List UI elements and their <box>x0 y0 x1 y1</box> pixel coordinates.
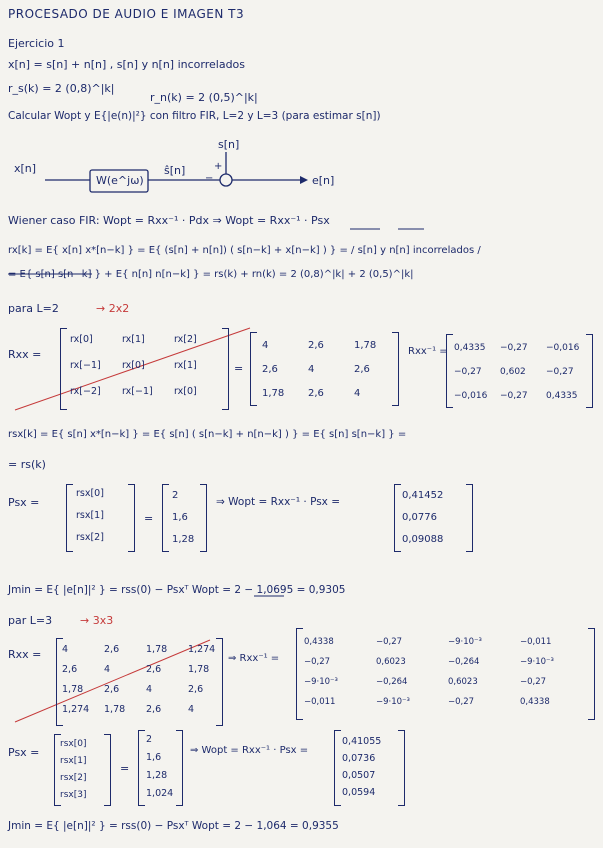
matrix-cell: 1,274 <box>62 704 90 715</box>
l2-note: → 2x2 <box>96 302 130 315</box>
matrix-cell: −0,27 <box>520 677 547 687</box>
matrix-cell: rx[0] <box>174 386 197 397</box>
matrix-cell: 2,6 <box>104 684 120 695</box>
l3-note: → 3x3 <box>80 614 114 627</box>
diagram-shat-label: ŝ[n] <box>164 164 186 177</box>
matrix-bracket-left <box>138 730 145 806</box>
matrix-cell: rx[−2] <box>70 386 101 397</box>
matrix-bracket-left <box>250 332 257 406</box>
diagram-plus: + <box>214 161 223 172</box>
matrix-cell: 1,78 <box>262 388 285 399</box>
matrix-bracket-right <box>200 484 207 552</box>
matrix-cell: 1,78 <box>146 644 168 655</box>
rsx-derivation-2: = rs(k) <box>8 458 46 471</box>
vector-cell: 0,41452 <box>402 490 444 501</box>
diagram-x-label: x[n] <box>14 162 37 175</box>
matrix-cell: 4 <box>188 704 195 715</box>
task-statement: Calcular Wopt y E{|e(n)|²} con filtro FIR, L=2 y L=3 (para estimar s[n]) <box>8 110 381 122</box>
equals-sign: = <box>144 512 154 525</box>
matrix-bracket-left <box>446 334 453 408</box>
matrix-cell: rx[2] <box>174 334 197 345</box>
matrix-cell: 1,78 <box>354 340 377 351</box>
matrix-cell: 1,78 <box>188 664 210 675</box>
matrix-cell: −9·10⁻³ <box>376 697 410 707</box>
psx-label: Psx = <box>8 496 40 509</box>
matrix-bracket-left <box>60 328 67 410</box>
matrix-cell: rx[0] <box>70 334 93 345</box>
matrix-bracket-left <box>162 484 169 552</box>
matrix-cell: 2,6 <box>308 340 324 351</box>
matrix-bracket-left <box>394 484 401 552</box>
rx-derivation-2: = E{ s[n] s[n−k] } + E{ n[n] n[n−k] } = rs(k) + rn(k) = 2 (0,8)^|k| + 2 (0,5)^|k| <box>8 269 414 280</box>
vector-cell: 1,28 <box>172 534 195 545</box>
matrix-bracket-right <box>586 334 593 408</box>
matrix-cell: rx[−1] <box>122 386 153 397</box>
matrix-cell: rx[1] <box>174 360 197 371</box>
matrix-cell: −0,27 <box>546 367 574 377</box>
rsx-derivation-1: rsx[k] = E{ s[n] x*[n−k] } = E{ s[n] ( s[n−k] + n[n−k] ) } = E{ s[n] s[n−k] } = <box>8 429 407 440</box>
vector-cell: 1,28 <box>146 770 168 781</box>
vector-cell: 1,024 <box>146 788 174 799</box>
matrix-cell: −0,016 <box>546 343 580 353</box>
matrix-cell: 4 <box>308 364 315 375</box>
vector-cell: 0,0776 <box>402 512 437 523</box>
vector-cell: 1,6 <box>172 512 188 523</box>
matrix-cell: 2,6 <box>354 364 370 375</box>
matrix-bracket-left <box>296 628 303 720</box>
l2-label: para L=2 <box>8 302 59 315</box>
matrix-bracket-right <box>222 328 229 410</box>
vector-cell: rsx[0] <box>60 739 87 749</box>
vector-cell: rsx[2] <box>76 532 104 543</box>
vector-cell: rsx[3] <box>60 790 87 800</box>
matrix-cell: −0,264 <box>376 677 408 687</box>
matrix-cell: −0,27 <box>376 637 403 647</box>
psx-label: Psx = <box>8 746 40 759</box>
matrix-bracket-right <box>176 730 183 806</box>
vector-cell: 0,41055 <box>342 736 382 747</box>
matrix-cell: −0,011 <box>304 697 336 707</box>
matrix-cell: 4 <box>62 644 69 655</box>
matrix-cell: −0,27 <box>454 367 482 377</box>
signal-definition: x[n] = s[n] + n[n] , s[n] y n[n] incorrelados <box>8 58 246 71</box>
rn-definition: r_n(k) = 2 (0,5)^|k| <box>150 91 258 104</box>
matrix-cell: 2,6 <box>62 664 78 675</box>
rs-definition: r_s(k) = 2 (0,8)^|k| <box>8 82 115 95</box>
wiener-formula: Wiener caso FIR: Wopt = Rxx⁻¹ · Pdx ⇒ Wopt = Rxx⁻¹ · Psx <box>8 214 330 227</box>
rx-derivation-1: rx[k] = E{ x[n] x*[n−k] } = E{ (s[n] + n[n]) ( s[n−k] + x[n−k] ) } = / s[n] y n[n] incorrelados / <box>8 245 481 256</box>
matrix-bracket-right <box>104 734 111 806</box>
equals-sign: = <box>234 362 244 375</box>
matrix-cell: −0,27 <box>304 657 331 667</box>
rxx2-inverse-label: Rxx⁻¹ = <box>408 346 448 357</box>
matrix-cell: 0,4335 <box>454 343 486 353</box>
jmin-l3: Jmin = E{ |e[n]|² } = rss(0) − Psxᵀ Wopt = 2 − 1,064 = 0,9355 <box>8 820 339 832</box>
matrix-cell: −0,264 <box>448 657 480 667</box>
matrix-cell: 4 <box>104 664 111 675</box>
vector-cell: 0,09088 <box>402 534 444 545</box>
rxx-label: Rxx = <box>8 648 42 661</box>
matrix-cell: 0,6023 <box>448 677 478 687</box>
matrix-bracket-right <box>216 638 223 726</box>
matrix-cell: −0,016 <box>454 391 488 401</box>
matrix-cell: rx[0] <box>122 360 145 371</box>
vector-cell: rsx[1] <box>60 756 87 766</box>
l3-label: par L=3 <box>8 614 53 627</box>
matrix-cell: 0,4338 <box>304 637 334 647</box>
vector-cell: rsx[1] <box>76 510 104 521</box>
matrix-cell: 0,4335 <box>546 391 578 401</box>
matrix-cell: 0,602 <box>500 367 526 377</box>
matrix-cell: 0,4338 <box>520 697 550 707</box>
matrix-cell: −9·10⁻³ <box>448 637 482 647</box>
matrix-bracket-left <box>334 730 341 806</box>
vector-cell: 0,0594 <box>342 787 376 798</box>
equals-sign: = <box>120 762 130 775</box>
matrix-bracket-left <box>66 484 73 552</box>
matrix-cell: 4 <box>354 388 361 399</box>
exercise-heading: Ejercicio 1 <box>8 37 65 50</box>
matrix-cell: 2,6 <box>188 684 204 695</box>
matrix-cell: rx[−1] <box>70 360 101 371</box>
matrix-cell: 1,78 <box>62 684 84 695</box>
vector-cell: rsx[2] <box>60 773 87 783</box>
wopt2-label: ⇒ Wopt = Rxx⁻¹ · Psx = <box>216 496 341 508</box>
matrix-bracket-right <box>128 484 135 552</box>
matrix-cell: 4 <box>262 340 269 351</box>
matrix-cell: −0,27 <box>500 391 528 401</box>
matrix-cell: 0,6023 <box>376 657 406 667</box>
matrix-cell: −0,27 <box>448 697 475 707</box>
diagram-s-label: s[n] <box>218 138 240 151</box>
matrix-cell: 2,6 <box>308 388 324 399</box>
matrix-cell: 2,6 <box>104 644 120 655</box>
matrix-cell: −9·10⁻³ <box>304 677 338 687</box>
vector-cell: 2 <box>172 490 179 501</box>
wopt3-label: ⇒ Wopt = Rxx⁻¹ · Psx = <box>190 745 309 756</box>
matrix-cell: 2,6 <box>146 664 162 675</box>
page-title: PROCESADO DE AUDIO E IMAGEN T3 <box>8 7 245 21</box>
matrix-bracket-right <box>466 484 473 552</box>
matrix-cell: −0,011 <box>520 637 552 647</box>
matrix-cell: 2,6 <box>146 704 162 715</box>
diagram-minus: − <box>205 173 214 184</box>
vector-cell: 1,6 <box>146 752 162 763</box>
diagram-e-label: e[n] <box>312 174 335 187</box>
vector-cell: 2 <box>146 734 153 745</box>
matrix-bracket-right <box>392 332 399 406</box>
matrix-cell: 1,274 <box>188 644 216 655</box>
matrix-cell: −0,27 <box>500 343 528 353</box>
matrix-bracket-right <box>398 730 405 806</box>
matrix-cell: 1,78 <box>104 704 126 715</box>
matrix-cell: rx[1] <box>122 334 145 345</box>
rxx-label: Rxx = <box>8 348 42 361</box>
vector-cell: 0,0736 <box>342 753 376 764</box>
vector-cell: rsx[0] <box>76 488 104 499</box>
vector-cell: 0,0507 <box>342 770 376 781</box>
rxx3-inverse-label: ⇒ Rxx⁻¹ = <box>228 653 280 664</box>
matrix-cell: 2,6 <box>262 364 278 375</box>
jmin-l2: Jmin = E{ |e[n]|² } = rss(0) − Psxᵀ Wopt = 2 − 1,0695 = 0,9305 <box>8 584 346 596</box>
diagram-filter-label: W(e^jω) <box>96 174 144 187</box>
matrix-bracket-right <box>588 628 595 720</box>
matrix-cell: 4 <box>146 684 153 695</box>
matrix-cell: −9·10⁻³ <box>520 657 554 667</box>
